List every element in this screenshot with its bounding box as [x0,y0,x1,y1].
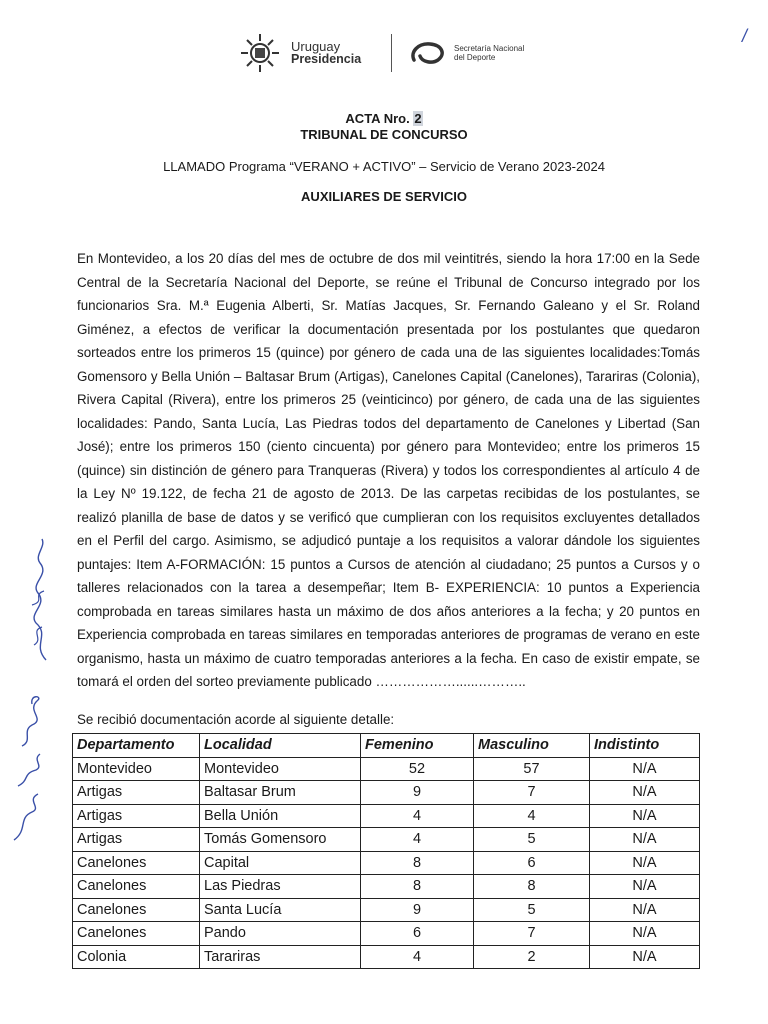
cell-departamento: Artigas [73,804,200,828]
cell-indistinto: N/A [590,804,700,828]
cell-indistinto: N/A [590,851,700,875]
cell-localidad: Las Piedras [200,875,361,899]
agency-name [454,44,524,62]
agency-line-2: del Deporte [454,53,496,62]
acta-number: 2 [414,111,422,126]
table-row [73,757,700,781]
cell-femenino: 8 [361,875,474,899]
cell-indistinto: N/A [590,898,700,922]
col-femenino: Femenino [361,734,474,758]
uruguay-coat-of-arms-icon [236,32,284,74]
acta-number-line [0,111,768,126]
cell-indistinto: N/A [590,781,700,805]
cell-masculino: 57 [474,757,590,781]
letterhead [236,30,556,76]
cell-localidad: Tarariras [200,945,361,969]
cell-femenino: 9 [361,898,474,922]
acta-prefix: ACTA Nro. [345,111,410,126]
cell-departamento: Canelones [73,875,200,899]
table-row [73,875,700,899]
cell-departamento: Canelones [73,898,200,922]
table-row [73,898,700,922]
cell-femenino: 4 [361,828,474,852]
tribunal-title: TRIBUNAL DE CONCURSO [300,127,468,142]
cell-femenino: 9 [361,781,474,805]
corner-ink-mark: / [742,26,748,46]
cell-masculino: 7 [474,922,590,946]
cell-masculino: 8 [474,875,590,899]
cell-masculino: 5 [474,828,590,852]
table-header-row [73,734,700,758]
gov-name: Uruguay [291,39,341,54]
cell-localidad: Pando [200,922,361,946]
cell-indistinto: N/A [590,922,700,946]
government-name [291,40,361,66]
cell-localidad: Santa Lucía [200,898,361,922]
table-row [73,922,700,946]
col-indistinto: Indistinto [590,734,700,758]
cell-departamento: Canelones [73,851,200,875]
cell-femenino: 52 [361,757,474,781]
margin-signature-vertical [24,535,56,665]
cell-femenino: 6 [361,922,474,946]
documentation-table [72,733,700,969]
acta-body-paragraph: En Montevideo, a los 20 días del mes de octubre de dos mil veintitrés, siendo la hora 17:00 en la Sede Central de la Secretaría Nacional del Deporte, se reúne el Tribunal de Concurso integrado por los funcionarios Sra. M.ª Eugenia Alberti, Sr. Matías Jacques, Sr. Fernando Galeano y el Sr. Roland Giménez, a efectos de verificar la documentación presentada por los postulantes que quedaron sorteados entre los primeros 15 (quince) por género de cada una de las siguientes localidades:Tomás Gomensoro y Bella Unión – Baltasar Brum (Artigas), Canelones Capital (Canelones), Tarariras (Colonia), Rivera Capital (Rivera), entre los primeros 25 (veinticinco) por género, de cada una de las siguientes localidades: Pando, Santa Lucía, Las Piedras todos del departamento de Canelones y Libertad (San José); entre los primeros 150 (ciento cincuenta) por género para Montevideo; entre los primeros 15 (quince) sin distinción de género para Tranqueras (Rivera) y todos los correspondientes al artículo 4 de la Ley Nº 19.122, de fecha 21 de agosto de 2013. De las carpetas recibidas de los postulantes, se realizó planilla de base de datos y se verificó que cumplieran con los requisitos excluyentes detallados en el Perfil del cargo. Asimismo, se adjudicó puntaje a los requisitos a valorar dándole los siguientes puntajes: Item A-FORMACIÓN: 15 puntos a Cursos de atención al ciudadano; 25 puntos a Cursos y o talleres relacionados con la tarea a desempeñar; Item B- EXPERIENCIA: 10 puntos a Experiencia comprobada en tareas similares hasta un máximo de dos años anteriores a la fecha; y 20 puntos en Experiencia comprobada en tareas similares en temporadas anteriores de programas de verano en este organismo, hasta un máximo de cuatro temporadas anteriores a la fecha. En caso de existir empate, se tomará el orden del sorteo previamente publicado ………………......……….. [77,251,700,689]
cell-departamento: Artigas [73,828,200,852]
agency-line-1: Secretaría Nacional [454,44,525,53]
cell-masculino: 7 [474,781,590,805]
col-localidad: Localidad [200,734,361,758]
deporte-logo-icon [408,40,448,66]
cell-localidad: Capital [200,851,361,875]
table-row [73,851,700,875]
table-row [73,781,700,805]
position-title: AUXILIARES DE SERVICIO [301,189,467,204]
cell-departamento: Colonia [73,945,200,969]
cell-masculino: 4 [474,804,590,828]
cell-departamento: Canelones [73,922,200,946]
cell-localidad: Montevideo [200,757,361,781]
cell-localidad: Tomás Gomensoro [200,828,361,852]
cell-masculino: 2 [474,945,590,969]
cell-indistinto: N/A [590,757,700,781]
cell-indistinto: N/A [590,875,700,899]
gov-sub: Presidencia [291,52,362,66]
cell-localidad: Bella Unión [200,804,361,828]
table-row [73,804,700,828]
col-masculino: Masculino [474,734,590,758]
col-departamento: Departamento [73,734,200,758]
cell-masculino: 5 [474,898,590,922]
cell-departamento: Artigas [73,781,200,805]
cell-indistinto: N/A [590,945,700,969]
cell-departamento: Montevideo [73,757,200,781]
table-row [73,828,700,852]
cell-masculino: 6 [474,851,590,875]
cell-indistinto: N/A [590,828,700,852]
detail-intro: Se recibió documentación acorde al siguiente detalle: [77,712,395,727]
cell-femenino: 8 [361,851,474,875]
llamado-line: LLAMADO Programa “VERANO + ACTIVO” – Servicio de Verano 2023-2024 [163,159,605,174]
margin-initials [8,690,52,850]
cell-femenino: 4 [361,804,474,828]
header-divider [391,34,392,72]
cell-femenino: 4 [361,945,474,969]
cell-localidad: Baltasar Brum [200,781,361,805]
table-row [73,945,700,969]
